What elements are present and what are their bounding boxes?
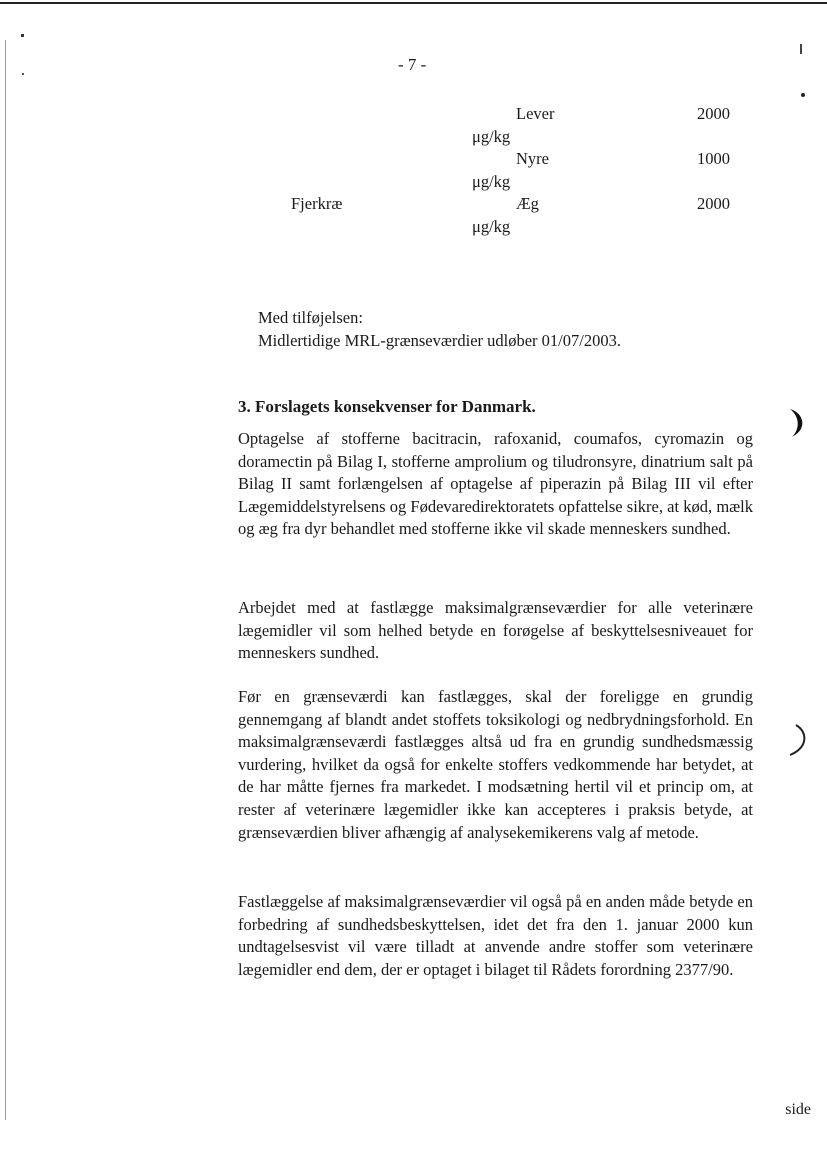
scan-speck	[801, 93, 805, 97]
amendment-note	[258, 306, 621, 352]
scan-speck	[22, 73, 24, 75]
tissue-cell: Æg	[516, 194, 539, 213]
species-cell: Fjerkræ	[291, 194, 343, 213]
section-heading: 3. Forslagets konsekvenser for Danmark.	[238, 397, 536, 416]
value-cell: 1000	[697, 149, 730, 168]
unit-cell: μg/kg	[472, 172, 511, 191]
unit-cell: μg/kg	[472, 127, 511, 146]
unit-cell: μg/kg	[472, 217, 511, 236]
body-paragraph: Arbejdet med at fastlægge maksimalgrænseværdier for alle veterinære lægemidler vil som helhed betyde en forøgelse af beskyttelsesniveauet for menneskers sundhed.	[238, 598, 753, 663]
binder-hole-mark	[782, 405, 812, 439]
note-line: Midlertidige MRL-grænseværdier udløber 01/07/2003.	[258, 331, 621, 350]
scan-speck	[800, 44, 802, 54]
note-line: Med tilføjelsen:	[258, 308, 363, 327]
tissue-cell: Lever	[516, 104, 555, 123]
value-cell: 2000	[697, 194, 730, 213]
body-paragraph: Fastlæggelse af maksimalgrænseværdier vil også på en anden måde betyde en forbedring af sundhedsbeskyttelsen, idet det fra den 1. januar 2000 kun undtagelsesvist vil være tilladt at anvende andre stoffer som veterinære lægemidler end dem, der er optaget i bilaget til Rådets forordning 2377/90.	[238, 892, 753, 979]
page-number: - 7 -	[398, 55, 427, 74]
body-paragraph: Før en grænseværdi kan fastlægges, skal der foreligge en grundig gennemgang af blandt andet stoffets toksikologi og nedbrydningsforhold. En maksimalgrænseværdi fastlægges altså ud fra en grundig sundhedsmæssig vurdering, hvilket da også for enkelte stoffers vedkommende har betydet, at de har måtte fjernes fra markedet. I modsætning hertil vil et princip om, at rester af veterinære lægemidler ikke kan accepteres i praksis betyde, at grænseværdien bliver afhængig af analysekemikerens valg af metode.	[238, 687, 753, 842]
value-cell: 2000	[697, 104, 730, 123]
scan-left-border	[5, 40, 6, 1120]
footer-label: side	[785, 1101, 811, 1118]
tissue-cell: Nyre	[516, 149, 549, 168]
scan-top-border	[0, 2, 827, 4]
binder-hole-mark	[784, 722, 812, 758]
body-paragraph: Optagelse af stofferne bacitracin, rafoxanid, coumafos, cyromazin og doramectin på Bilag I, stofferne amprolium og tiludronsyre, dinatrium salt på Bilag II samt forlængelsen af optagelse af piperazin på Bilag III vil efter Lægemiddelstyrelsens og Fødevaredirektoratets opfattelse sikre, at kød, mælk og æg fra dyr behandlet med stofferne ikke vil skade menneskers sundhed.	[238, 429, 753, 539]
scan-speck	[21, 34, 24, 37]
